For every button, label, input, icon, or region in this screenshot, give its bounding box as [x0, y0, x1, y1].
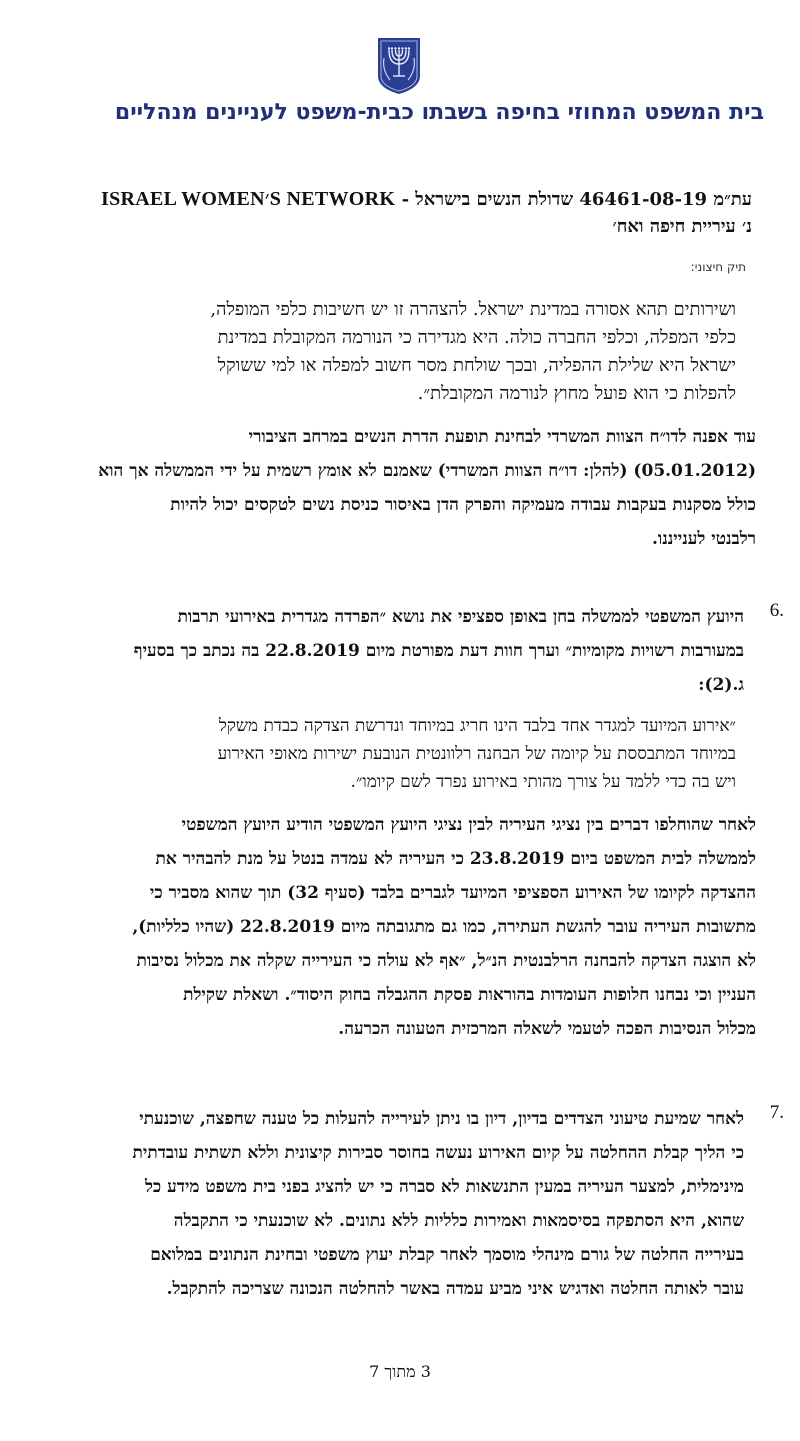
paragraph-line: ג.(2):	[698, 675, 744, 695]
menorah-emblem-icon	[376, 36, 422, 96]
paragraph-line: כי הליך קבלת ההחלטה על קיום האירוע נעשה בחוסר סבירות קיצונית וללא תשתית עובדתית	[132, 1143, 744, 1163]
paragraph-line: (05.01.2012) (להלן: דו״ח הצוות המשרדי) שאמנם לא אומץ רשמית על ידי הממשלה אך הוא	[98, 461, 756, 481]
paragraph-attorney-general	[40, 808, 756, 1046]
quote-line: ויש בה כדי ללמד על צורך מהותי באירוע נפרד לשם קיומו״.	[350, 772, 736, 792]
paragraph-line: עובר לאותה החלטה ואדגיש איני מביע עמדה באשר להחלטה הנכונה שצריכה להתקבל.	[166, 1279, 744, 1299]
paragraph-line: עוד אפנה לדו״ח הצוות המשרדי לבחינת תופעת הדרת הנשים במרחב הציבורי	[248, 427, 756, 447]
quote-line: במיוחד המתבססת על קיומה של הבחנה רלוונטית הנובעת ישירות מאופי האירוע	[217, 744, 736, 764]
paragraph-line: כולל מסקנות בעקבות עבודה מעמיקה והפרק הדן באיסור כניסת נשים לטקסים יכול להיות	[170, 495, 756, 515]
quote-line: ושירותים תהא אסורה במדינת ישראל. להצהרה זו יש חשיבות כלפי המופלה,	[210, 299, 736, 320]
paragraph-line: בעירייה החלטה של גורם מינהלי מוסמך לאחר קבלת יעוץ משפטי ובחינת הנתונים במלואם	[150, 1245, 744, 1265]
paragraph-line: היועץ המשפטי לממשלה בחן באופן ספציפי את נושא ״הפרדה מגדרית באירועי תרבות	[177, 607, 744, 627]
case-number-hebrew: עת״מ 46461-08-19 שדולת הנשים בישראל -	[401, 189, 752, 210]
quote-line: ישראל היא שלילת ההפליה, ובכך שולחת מסר חשוב למפלה או למי ששוקל	[217, 355, 736, 376]
paragraph-line: ההצדקה לקיומו של האירוע הספציפי המיועד לגברים בלבד (סעיף 32) תוך שהוא מסביר כי	[149, 883, 756, 903]
page-number: 3 מתוך 7	[369, 1362, 431, 1381]
paragraph-line: לממשלה לבית המשפט ביום 23.8.2019 כי העיריה לא עמדה בנטל על מנת להבהיר את	[155, 849, 756, 869]
paragraph-line: מתשובות העיריה עובר להגשת העתירה, כמו גם מתגובתה מיום 22.8.2019 (שהיו כלליות),	[132, 917, 756, 937]
paragraph-line: במעורבות רשויות מקומיות״ וערך חוות דעת מפורטת מיום 22.8.2019 בה נכתב כך בסעיף	[133, 641, 744, 661]
quote-block-2	[96, 712, 736, 796]
paragraph-line: שהוא, היא הסתפקה בסיסמאות ואמירות כלליות ללא נתונים. לא שוכנעתי כי התקבלה	[173, 1211, 744, 1231]
paragraph-line: לא הוצגה הצדקה להבחנה הרלבנטית הנ״ל, ״אף לא עולה כי העירייה שקלה את מכלול נסיבות	[136, 951, 756, 971]
paragraph-line: העניין וכי נבחנו חלופות העומדות בהוראות פסקת ההגבלה בחוק היסוד״. ושאלת שקילת	[183, 985, 756, 1005]
paragraph-line: מינימלית, למצער העיריה במעין התנשאות לא סברה כי יש להציג בפני בית משפט מידע כל	[144, 1177, 744, 1197]
paragraph-item-7	[40, 1102, 744, 1306]
paragraph-item-6	[40, 600, 744, 702]
paragraph-line: מכלול הנסיבות הפכה לטעמי לשאלה המרכזית הטעונה הכרעה.	[338, 1019, 756, 1039]
quote-line: להפלות כי הוא פועל מחוץ לנורמה המקובלת״.	[417, 383, 736, 404]
paragraph-line: לאחר שמיעת טיעוני הצדדים בדיון, דיון בו ניתן לעירייה להעלות כל טענה שחפצה, שוכנעתי	[139, 1109, 744, 1129]
paragraph-committee-report	[40, 420, 756, 556]
item-number-6: 6.	[769, 600, 784, 621]
case-respondents: נ׳ עיריית חיפה ואח׳	[612, 216, 752, 237]
case-number-line	[40, 188, 752, 214]
quote-block-1	[68, 296, 736, 408]
item-number-7: 7.	[769, 1102, 784, 1123]
external-file-label: תיק חיצוני:	[690, 260, 746, 274]
case-petitioner-english: ISRAEL WOMEN׳S NETWORK	[101, 188, 396, 210]
quote-line: ״אירוע המיועד למגדר אחד בלבד הינו חריג במיוחד ונדרשת הצדקה כבדת משקל	[218, 716, 736, 736]
quote-line: כלפי המפלה, וכלפי החברה כולה. היא מגדירה כי הנורמה המקובלת במדינת	[217, 327, 736, 348]
court-title: בית המשפט המחוזי בחיפה בשבתו כבית-משפט לעניינים מנהליים	[114, 100, 764, 125]
paragraph-line: רלבנטי לענייננו.	[651, 529, 756, 549]
paragraph-line: לאחר שהוחלפו דברים בין נציגי העיריה לבין נציגי היועץ המשפטי הודיע היועץ המשפטי	[181, 815, 756, 835]
